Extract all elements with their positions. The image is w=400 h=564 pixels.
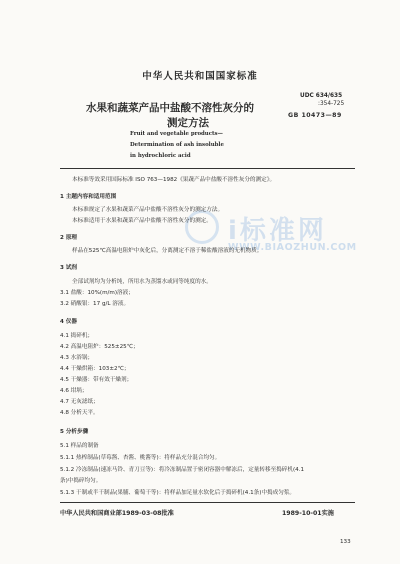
effective-date: 1989-10-01实施 — [282, 510, 334, 517]
standard-org-header: 中华人民共和国国家标准 — [142, 71, 258, 82]
section-line: 4.6 坩埚； — [60, 388, 88, 394]
footer-separator-rule — [60, 502, 355, 503]
english-title-line2: Determination of ash insoluble — [130, 142, 224, 148]
section-line: 本标准规定了水果和蔬菜产品中盐酸不溶性灰分的测定方法。 — [72, 207, 224, 213]
watermark-brand: i标准网 — [228, 216, 327, 246]
english-title-line3: in hydrochloric acid — [130, 153, 191, 159]
gb-number: GB 10473—89 — [288, 112, 342, 119]
section-line: 4.2 高温电阻炉：525±25℃； — [60, 344, 139, 350]
section-line: 4.1 捣碎机； — [60, 333, 94, 339]
section-line: 4.4 干燥烘箱：103±2℃； — [60, 366, 130, 372]
watermark-url: WWW.BIAOZHUN.COM — [228, 242, 357, 253]
section-line: 本标准适用于水果和蔬菜产品中盐酸不溶性灰分的测定。 — [72, 218, 212, 224]
title-separator-rule — [60, 168, 355, 169]
section-line: 4.8 分析天平。 — [60, 410, 99, 416]
section-line: 5.1.1 热榨制品(草莓酱、杏酱、桃酱等)：将样品充分混合均匀。 — [60, 455, 221, 461]
section-line: 样品在525℃高温电阻炉中灰化后，分离测定不溶于稀盐酸溶液的无机物质。 — [72, 248, 263, 254]
section-heading: 2 原理 — [60, 235, 78, 241]
section-line: 5.1.3 干制或半干制品(果脯、葡萄干等)：将样品加足量水软化后于捣碎机(4.1条)中捣成匀浆。 — [60, 490, 296, 496]
section-heading: 5 分析步骤 — [60, 429, 89, 435]
page-number: 133 — [340, 539, 351, 545]
section-heading: 3 试剂 — [60, 265, 78, 271]
udc-code-continued: :354-725 — [318, 101, 345, 107]
section-line: 5.1 样品的制备 — [60, 443, 99, 449]
udc-code: UDC 634/635 — [300, 93, 343, 99]
section-heading: 1 主题内容和适用范围 — [60, 194, 117, 200]
section-line: 3.2 硝酸银：17 g/L 溶液。 — [60, 301, 130, 307]
section-line: 4.5 干燥器：带有效干燥剂； — [60, 377, 133, 383]
section-heading: 4 仪器 — [60, 319, 78, 325]
approval-date: 中华人民共和国商业部1989-03-08批准 — [60, 510, 174, 517]
section-line: 全部试剂均为分析纯，所用水为蒸馏水或同等纯度的水。 — [72, 279, 212, 285]
intro-paragraph: 本标准等效采用国际标准 ISO 763—1982《果蔬产品中盐酸不溶性灰分的测定》。 — [72, 177, 276, 183]
section-line: 条)中捣碎均匀。 — [60, 478, 102, 484]
section-line: 5.1.2 冷冻制品(速冻马铃、青刀豆等)：将冷冻制品置于密闭容器中解冻后，定量转移至捣碎机(4.1 — [60, 467, 305, 473]
section-line: 4.7 无灰滤纸； — [60, 399, 99, 405]
section-line: 3.1 盐酸：10%(m/m)溶液； — [60, 290, 134, 296]
section-line: 4.3 水浴锅； — [60, 355, 94, 361]
watermark-logo-icon — [185, 210, 219, 244]
document-title-line2: 测定方法 — [167, 117, 209, 129]
document-title-line1: 水果和蔬菜产品中盐酸不溶性灰分的 — [86, 102, 254, 114]
english-title-line1: Fruit and vegetable products— — [130, 131, 223, 137]
